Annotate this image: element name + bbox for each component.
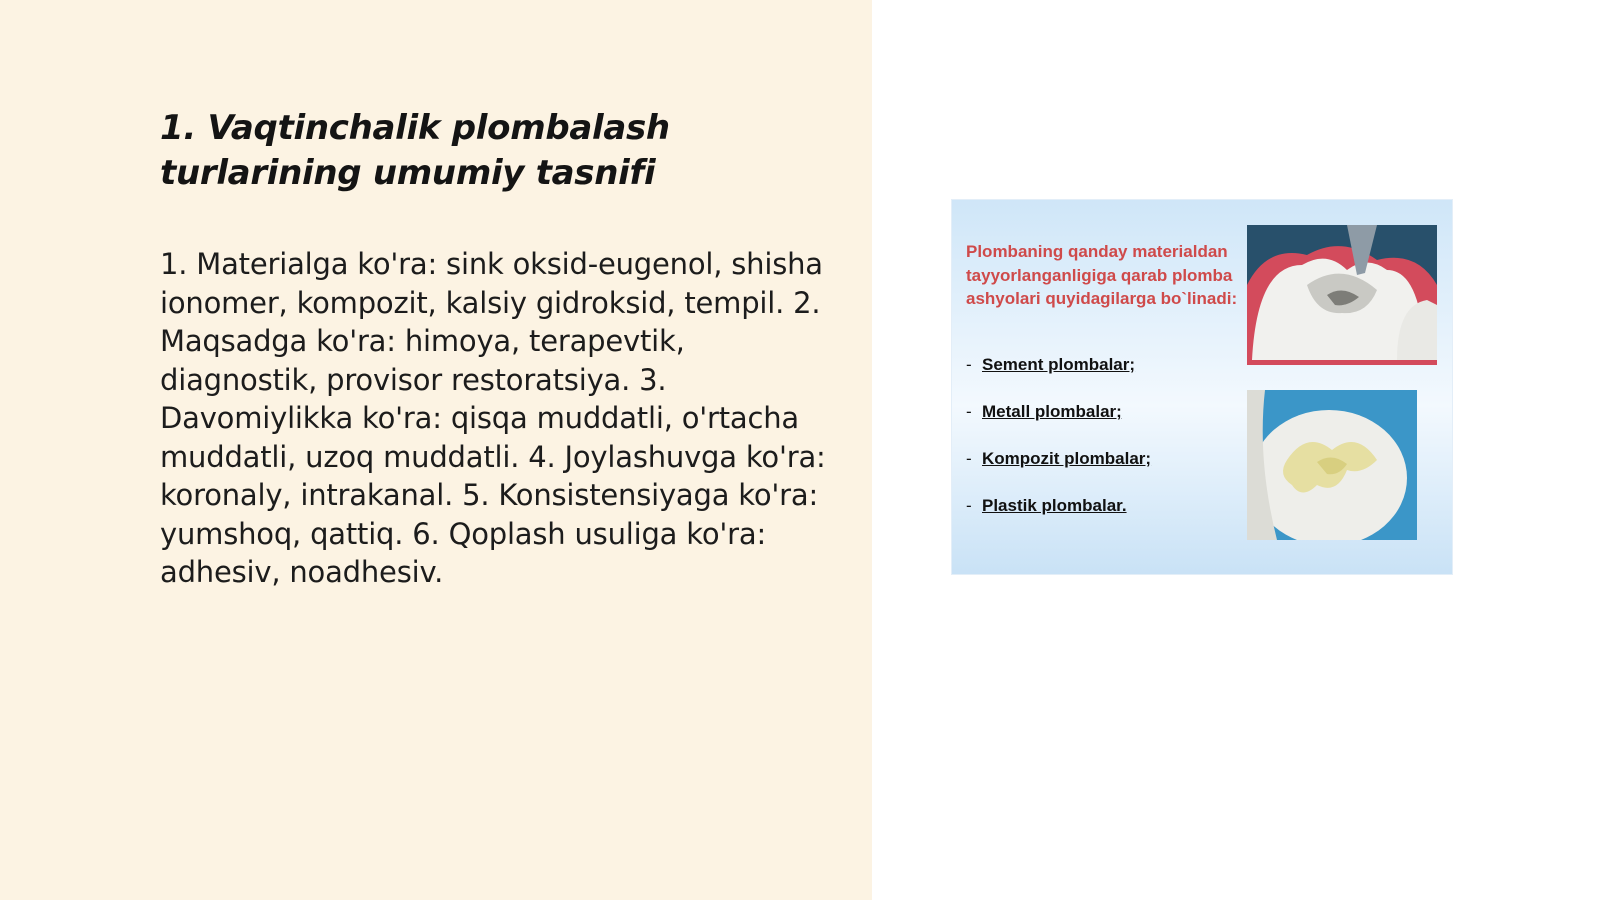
tooth-filling-image bbox=[1247, 390, 1417, 540]
tooth-drill-image bbox=[1247, 225, 1437, 365]
list-item-label: Plastik plombalar. bbox=[982, 496, 1127, 515]
list-item-label: Sement plombalar; bbox=[982, 355, 1136, 374]
list-item: - Plastik plombalar. bbox=[966, 496, 1127, 515]
filling-materials-figure bbox=[952, 200, 1452, 574]
list-item-label: Kompozit plombalar; bbox=[982, 449, 1152, 468]
slide-body-text: 1. Materialga ko'ra: sink oksid-eugenol, shisha ionomer, kompozit, kalsiy gidroksid, tempil. 2. Maqsadga ko'ra: himoya, terapevtik, diagnostik, provisor restoratsiya. 3. Davomiylikka ko'ra: qisqa muddatli, o'rtacha muddatli, uzoq muddatli. 4. Joylashuvga ko'ra: koronaly, intrakanal. 5. Konsistensiyaga ko'ra: yumshoq, qattiq. 6. Qoplash usuliga ko'ra: adhesiv, noadhesiv. bbox=[160, 247, 826, 589]
figure-heading: Plombaning qanday materialdan tayyorlanganligiga qarab plomba ashyolari quyidagilarga bo`linadi: bbox=[966, 242, 1238, 308]
list-item: - Sement plombalar; bbox=[966, 355, 1136, 374]
list-item-label: Metall plombalar; bbox=[982, 402, 1122, 421]
slide-title: 1. Vaqtinchalik plombalash turlarining umumiy tasnifi bbox=[160, 108, 670, 193]
filling-types-list bbox=[966, 355, 1151, 543]
list-item: - Kompozit plombalar; bbox=[966, 449, 1152, 468]
list-item: - Metall plombalar; bbox=[966, 402, 1122, 421]
